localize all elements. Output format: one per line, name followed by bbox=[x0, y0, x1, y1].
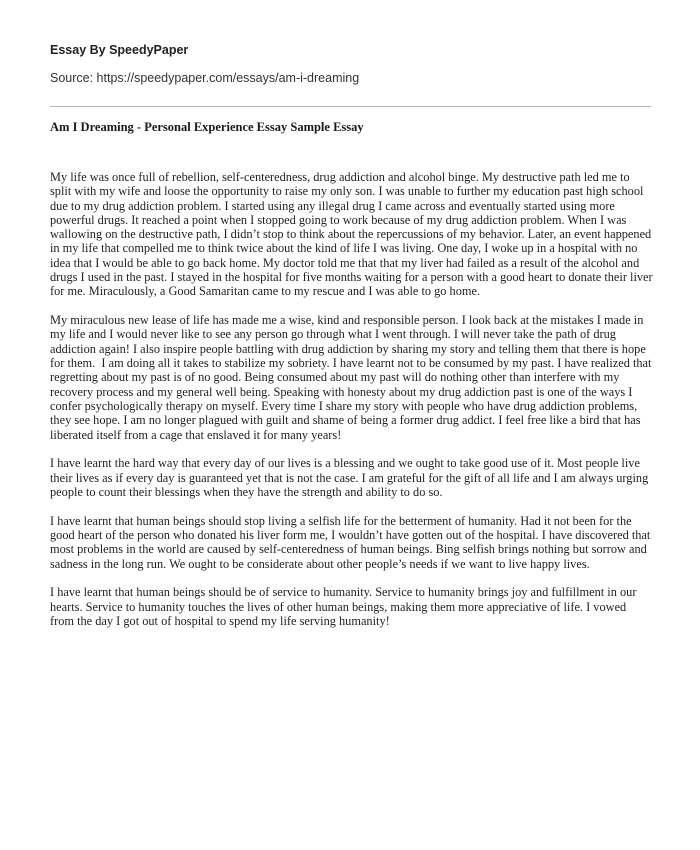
paragraph: I have learnt that human beings should be of service to humanity. Service to humanity brings joy and fulfillment in our hearts. Service to humanity touches the lives of other human beings, making them more appreciative of life. I vowed from the day I got out of hospital to spend my life serving humanity! bbox=[50, 585, 640, 629]
paragraph: I have learnt that human beings should stop living a selfish life for the betterment of humanity. Had it not been for the good heart of the person who donated his liver form me, I wouldn’t have gotten out of the hospital. I have discovered that most problems in the world are caused by self-centeredness of human beings. Bing selfish brings nothing but sorrow and sadness in the long run. We ought to be considerate about other people’s needs if we want to live happy lives. bbox=[50, 513, 654, 571]
essay-title: Am I Dreaming - Personal Experience Essay Sample Essay bbox=[50, 120, 364, 134]
header-divider bbox=[50, 106, 651, 107]
header-title: Essay By SpeedyPaper bbox=[50, 43, 189, 57]
paragraph: I have learnt the hard way that every day of our lives is a blessing and we ought to take good use of it. Most people live their lives as if every day is guaranteed yet that is not the case. I am grateful for the gift of all life and I am always urging people to count their blessings when they have the strength and ability to do so. bbox=[50, 456, 652, 499]
essay-body bbox=[50, 170, 656, 643]
paragraph: My miraculous new lease of life has made me a wise, kind and responsible person. I look back at the mistakes I made in my life and I would never like to see any person go through what I went through. I will never take the path of drug addiction again! I also inspire people battling with drug addiction by sharing my story and telling them that there is hope for them. I am doing all it takes to stabilize my sobriety. I have learnt not to be consumed by my past. I have realized that regretting about my past is of no good. Being consumed about my past will do nothing other than interfere with my recovery process and my general well being. Speaking with honesty about my drug addiction past is one of the ways I confer psychologically therapy on myself. Every time I share my story with people who have drug addiction problems, they see hope. I am no longer plagued with guilt and shame of being a former drug addict. I feel free like a bird that has liberated itself from a cage that enslaved it for many years! bbox=[50, 313, 655, 442]
source-line: Source: https://speedypaper.com/essays/am-i-dreaming bbox=[50, 71, 360, 85]
paragraph: My life was once full of rebellion, self-centeredness, drug addiction and alcohol binge. My destructive path led me to split with my wife and loose the opportunity to raise my only son. I was unable to further my education past high school due to my drug addiction problem. I started using any illegal drug I came across and eventually started using more powerful drugs. It reached a point when I stopped going to work because of my drug addiction problem. When I was wallowing on the destructive path, I didn’t stop to think about the repercussions of my behavior. Later, an event happened in my life that compelled me to think twice about the kind of life I was living. One day, I woke up in a hospital with no idea that I would be able to go back home. My doctor told me that that my liver had failed as a result of the alcohol and drugs I used in the past. I stayed in the hospital for five months waiting for a person with a good heart to donate their liver for me. Miraculously, a Good Samaritan came to my rescue and I was able to go home. bbox=[50, 170, 656, 299]
